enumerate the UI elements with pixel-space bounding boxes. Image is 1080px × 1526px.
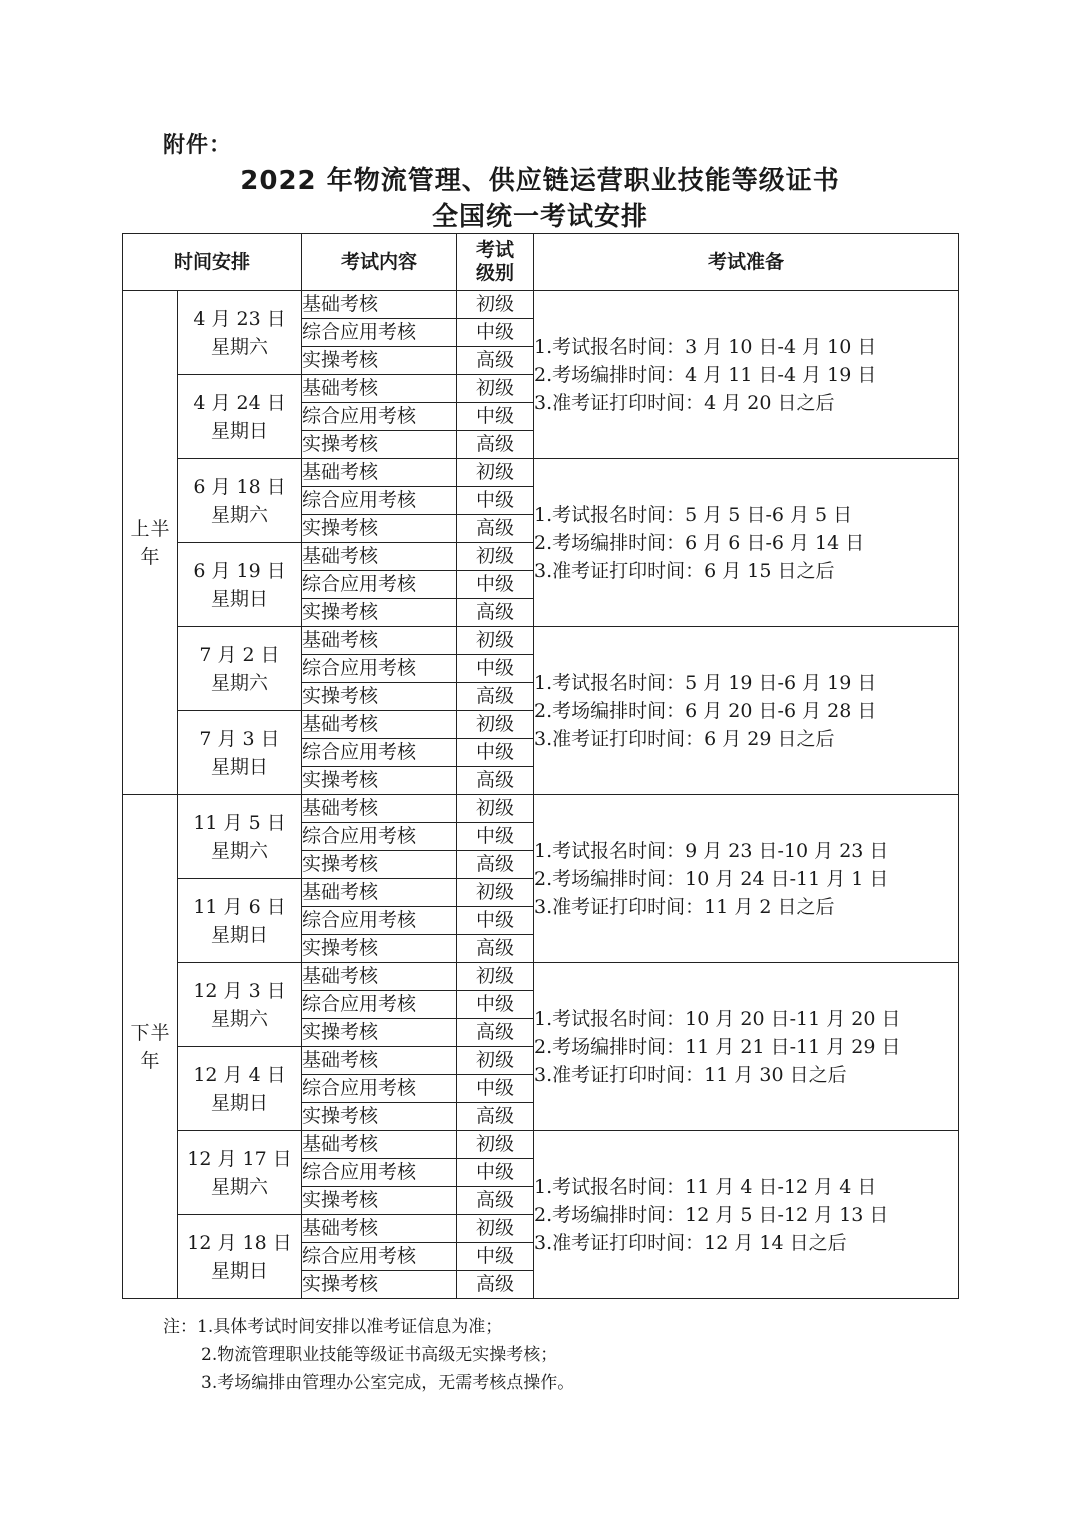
half-year-label: [123, 795, 178, 1299]
exam-content: 综合应用考核: [302, 403, 457, 431]
exam-prep-cell: [534, 627, 959, 795]
exam-date: 4 月 23 日: [193, 307, 286, 330]
notes: [163, 1313, 574, 1397]
exam-level: 高级: [457, 1103, 534, 1131]
header-prep: 考试准备: [534, 234, 959, 291]
exam-level: 初级: [457, 291, 534, 319]
exam-content: 基础考核: [302, 627, 457, 655]
exam-content: 实操考核: [302, 767, 457, 795]
exam-date: 12 月 17 日: [187, 1147, 292, 1170]
exam-schedule-table: [122, 233, 959, 1299]
exam-level: 高级: [457, 1187, 534, 1215]
note-2: 2.物流管理职业技能等级证书高级无实操考核；: [201, 1345, 558, 1365]
exam-date: 6 月 18 日: [193, 475, 286, 498]
exam-weekday: 星期日: [211, 419, 269, 442]
exam-weekday: 星期六: [211, 1007, 269, 1030]
exam-date: 7 月 2 日: [199, 643, 280, 666]
exam-level: 初级: [457, 543, 534, 571]
exam-level: 中级: [457, 487, 534, 515]
exam-level: 初级: [457, 1131, 534, 1159]
exam-content: 综合应用考核: [302, 907, 457, 935]
table-row: [123, 795, 959, 823]
exam-weekday: 星期六: [211, 839, 269, 862]
exam-prep-cell: [534, 459, 959, 627]
half-year-label: [123, 291, 178, 795]
exam-content: 基础考核: [302, 879, 457, 907]
table-body: [123, 291, 959, 1299]
exam-level: 高级: [457, 935, 534, 963]
header-level-line1: 考试: [476, 239, 515, 262]
exam-date: 11 月 6 日: [193, 895, 286, 918]
exam-weekday: 星期六: [211, 503, 269, 526]
exam-date-cell: [178, 963, 302, 1047]
exam-content: 基础考核: [302, 543, 457, 571]
exam-content: 综合应用考核: [302, 991, 457, 1019]
half-year-char: 半: [150, 1021, 170, 1044]
prep-line: 1.考试报名时间：11 月 4 日-12 月 4 日: [534, 1175, 877, 1198]
exam-content: 实操考核: [302, 515, 457, 543]
header-content: 考试内容: [302, 234, 457, 291]
half-year-char: 半: [150, 517, 170, 540]
exam-level: 中级: [457, 907, 534, 935]
exam-level: 中级: [457, 991, 534, 1019]
exam-content: 实操考核: [302, 1103, 457, 1131]
exam-weekday: 星期日: [211, 1091, 269, 1114]
exam-level: 高级: [457, 767, 534, 795]
exam-level: 中级: [457, 1243, 534, 1271]
exam-level: 初级: [457, 963, 534, 991]
exam-level: 中级: [457, 823, 534, 851]
exam-content: 综合应用考核: [302, 823, 457, 851]
exam-date: 11 月 5 日: [193, 811, 286, 834]
exam-date-cell: [178, 543, 302, 627]
exam-content: 基础考核: [302, 291, 457, 319]
exam-date: 12 月 3 日: [193, 979, 286, 1002]
prep-line: 1.考试报名时间：9 月 23 日-10 月 23 日: [534, 839, 889, 862]
exam-level: 高级: [457, 347, 534, 375]
exam-weekday: 星期六: [211, 335, 269, 358]
exam-date: 6 月 19 日: [193, 559, 286, 582]
exam-content: 综合应用考核: [302, 739, 457, 767]
exam-date-cell: [178, 711, 302, 795]
exam-weekday: 星期日: [211, 1259, 269, 1282]
exam-level: 高级: [457, 515, 534, 543]
prep-line: 3.准考证打印时间：4 月 20 日之后: [534, 391, 835, 414]
exam-date-cell: [178, 795, 302, 879]
attachment-label: 附件：: [163, 133, 233, 158]
exam-content: 基础考核: [302, 963, 457, 991]
exam-content: 综合应用考核: [302, 571, 457, 599]
note-3: 3.考场编排由管理办公室完成，无需考核点操作。: [201, 1373, 575, 1393]
exam-content: 基础考核: [302, 459, 457, 487]
exam-prep-cell: [534, 795, 959, 963]
exam-content: 综合应用考核: [302, 487, 457, 515]
exam-content: 实操考核: [302, 683, 457, 711]
prep-line: 1.考试报名时间：5 月 5 日-6 月 5 日: [534, 503, 853, 526]
exam-date: 12 月 18 日: [187, 1231, 292, 1254]
exam-weekday: 星期日: [211, 755, 269, 778]
exam-date-cell: [178, 1131, 302, 1215]
exam-level: 中级: [457, 739, 534, 767]
table-row: [123, 291, 959, 319]
exam-content: 实操考核: [302, 347, 457, 375]
half-year-char: 年: [140, 1049, 160, 1072]
exam-content: 基础考核: [302, 1131, 457, 1159]
document-title-line1: 2022 年物流管理、供应链运营职业技能等级证书: [240, 166, 840, 196]
prep-line: 1.考试报名时间：3 月 10 日-4 月 10 日: [534, 335, 877, 358]
exam-level: 中级: [457, 1075, 534, 1103]
exam-content: 实操考核: [302, 851, 457, 879]
header-level: [457, 234, 534, 291]
prep-line: 3.准考证打印时间：12 月 14 日之后: [534, 1231, 847, 1254]
exam-date: 12 月 4 日: [193, 1063, 286, 1086]
exam-content: 综合应用考核: [302, 1075, 457, 1103]
prep-line: 2.考场编排时间：6 月 20 日-6 月 28 日: [534, 699, 877, 722]
exam-level: 初级: [457, 879, 534, 907]
exam-content: 综合应用考核: [302, 1243, 457, 1271]
header-level-line2: 级别: [476, 262, 515, 284]
exam-content: 基础考核: [302, 795, 457, 823]
exam-level: 初级: [457, 795, 534, 823]
exam-prep-cell: [534, 1131, 959, 1299]
exam-level: 高级: [457, 431, 534, 459]
exam-prep-cell: [534, 963, 959, 1131]
exam-content: 实操考核: [302, 599, 457, 627]
exam-level: 初级: [457, 459, 534, 487]
table-row: [123, 627, 959, 655]
exam-content: 综合应用考核: [302, 319, 457, 347]
exam-date: 7 月 3 日: [199, 727, 280, 750]
document-title-line2: 全国统一考试安排: [431, 202, 648, 232]
exam-content: 基础考核: [302, 1047, 457, 1075]
exam-content: 实操考核: [302, 935, 457, 963]
exam-level: 中级: [457, 1159, 534, 1187]
exam-level: 中级: [457, 319, 534, 347]
exam-content: 实操考核: [302, 1271, 457, 1299]
exam-date-cell: [178, 1047, 302, 1131]
prep-line: 2.考场编排时间：12 月 5 日-12 月 13 日: [534, 1203, 889, 1226]
exam-level: 高级: [457, 1019, 534, 1047]
exam-prep-cell: [534, 291, 959, 459]
prep-line: 1.考试报名时间：10 月 20 日-11 月 20 日: [534, 1007, 901, 1030]
exam-date-cell: [178, 1215, 302, 1299]
table-header-row: [123, 234, 959, 291]
exam-level: 初级: [457, 1047, 534, 1075]
header-time: 时间安排: [123, 234, 302, 291]
exam-content: 实操考核: [302, 1019, 457, 1047]
exam-date-cell: [178, 459, 302, 543]
exam-level: 初级: [457, 375, 534, 403]
exam-weekday: 星期六: [211, 1175, 269, 1198]
prep-line: 1.考试报名时间：5 月 19 日-6 月 19 日: [534, 671, 877, 694]
table-row: [123, 459, 959, 487]
exam-level: 中级: [457, 655, 534, 683]
prep-line: 3.准考证打印时间：11 月 2 日之后: [534, 895, 835, 918]
exam-content: 基础考核: [302, 1215, 457, 1243]
exam-content: 综合应用考核: [302, 655, 457, 683]
exam-date: 4 月 24 日: [193, 391, 286, 414]
exam-content: 实操考核: [302, 431, 457, 459]
exam-level: 初级: [457, 1215, 534, 1243]
half-year-char: 上: [130, 517, 150, 540]
half-year-char: 年: [140, 545, 160, 568]
exam-level: 初级: [457, 711, 534, 739]
prep-line: 3.准考证打印时间：6 月 15 日之后: [534, 559, 835, 582]
exam-date-cell: [178, 627, 302, 711]
exam-level: 高级: [457, 599, 534, 627]
exam-weekday: 星期日: [211, 923, 269, 946]
table-row: [123, 963, 959, 991]
exam-level: 中级: [457, 403, 534, 431]
prep-line: 3.准考证打印时间：11 月 30 日之后: [534, 1063, 847, 1086]
exam-weekday: 星期日: [211, 587, 269, 610]
prep-line: 2.考场编排时间：10 月 24 日-11 月 1 日: [534, 867, 889, 890]
exam-level: 高级: [457, 1271, 534, 1299]
exam-content: 基础考核: [302, 375, 457, 403]
prep-line: 2.考场编排时间：6 月 6 日-6 月 14 日: [534, 531, 865, 554]
note-1: 注：1.具体考试时间安排以准考证信息为准；: [163, 1317, 503, 1337]
exam-level: 高级: [457, 851, 534, 879]
table-row: [123, 1131, 959, 1159]
prep-line: 2.考场编排时间：11 月 21 日-11 月 29 日: [534, 1035, 901, 1058]
exam-level: 高级: [457, 683, 534, 711]
exam-date-cell: [178, 375, 302, 459]
half-year-char: 下: [130, 1021, 150, 1044]
prep-line: 2.考场编排时间：4 月 11 日-4 月 19 日: [534, 363, 877, 386]
exam-content: 基础考核: [302, 711, 457, 739]
prep-line: 3.准考证打印时间：6 月 29 日之后: [534, 727, 835, 750]
exam-weekday: 星期六: [211, 671, 269, 694]
exam-content: 综合应用考核: [302, 1159, 457, 1187]
exam-date-cell: [178, 291, 302, 375]
exam-content: 实操考核: [302, 1187, 457, 1215]
exam-level: 初级: [457, 627, 534, 655]
exam-date-cell: [178, 879, 302, 963]
exam-level: 中级: [457, 571, 534, 599]
